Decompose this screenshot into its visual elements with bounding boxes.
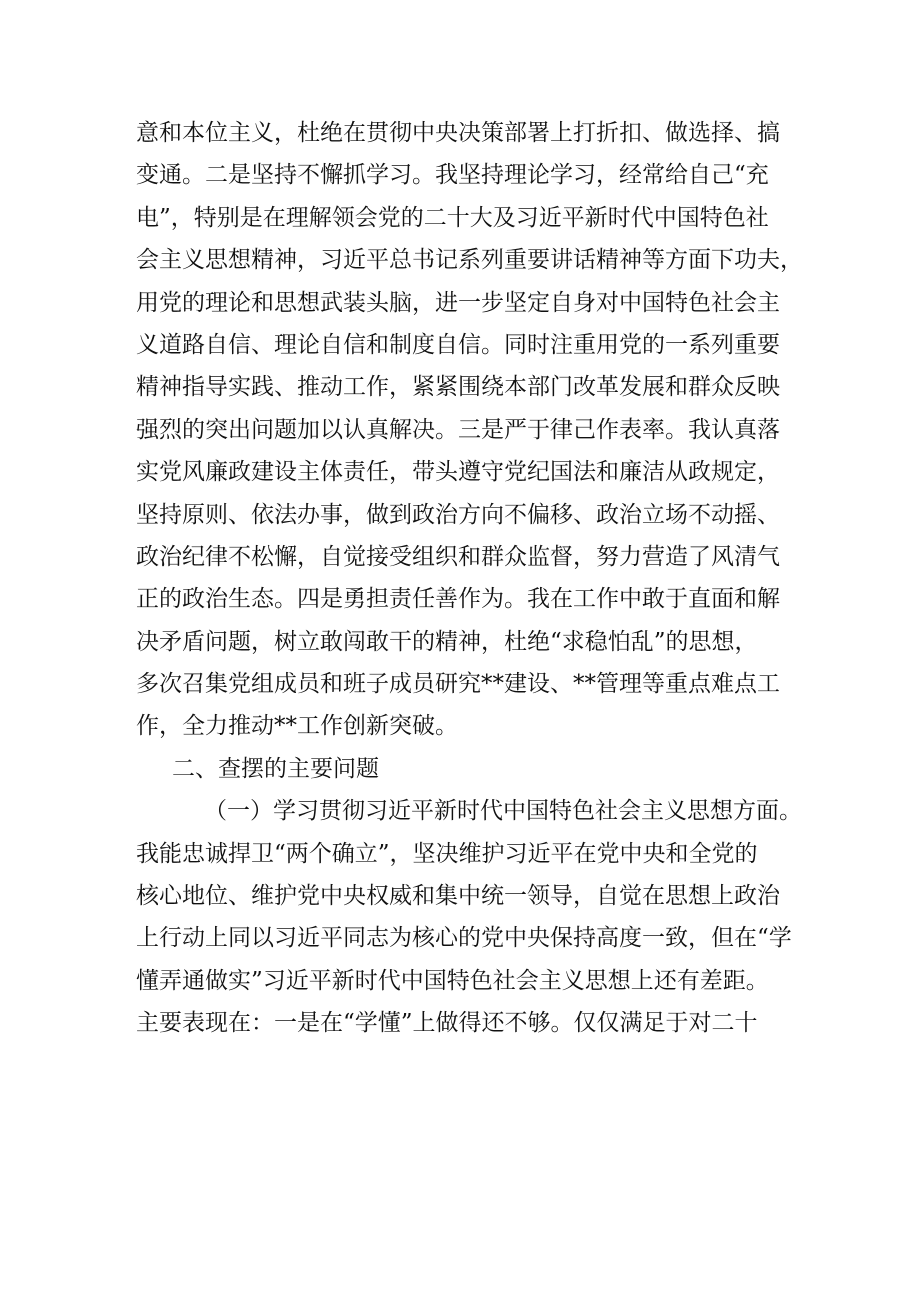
body-line: 政治纪律不松懈，自觉接受组织和群众监督，努力营造了风清气 xyxy=(136,543,780,570)
body-line: 上行动上同以习近平同志为核心的党中央保持高度一致，但在“学 xyxy=(136,925,792,952)
body-line: 用党的理论和思想武装头脑，进一步坚定自身对中国特色社会主 xyxy=(136,289,780,316)
body-line: 作，全力推动**工作创新突破。 xyxy=(136,713,458,740)
body-line: 电”，特别是在理解领会党的二十大及习近平新时代中国特色社 xyxy=(136,204,769,231)
body-line: 主要表现在：一是在“学懂”上做得还不够。仅仅满足于对二十 xyxy=(136,1010,758,1037)
body-line: 懂弄通做实”习近平新时代中国特色社会主义思想上还有差距。 xyxy=(136,967,769,994)
body-line: 坚持原则、依法办事，做到政治方向不偏移、政治立场不动摇、 xyxy=(136,501,780,528)
body-line: 我能忠诚捍卫“两个确立”，坚决维护习近平在党中央和全党的 xyxy=(136,840,758,867)
body-line: 实党风廉政建设主体责任，带头遵守党纪国法和廉洁从政规定， xyxy=(136,459,780,486)
body-line: 义道路自信、理论自信和制度自信。同时注重用党的一系列重要 xyxy=(136,331,780,358)
section-heading: 二、查摆的主要问题 xyxy=(172,755,379,782)
body-line: 多次召集党组成员和班子成员研究**建设、**管理等重点难点工 xyxy=(136,671,780,698)
body-line: 正的政治生态。四是勇担责任善作为。我在工作中敢于直面和解 xyxy=(136,586,780,613)
subsection-heading: （一）学习贯彻习近平新时代中国特色社会主义思想方面。 xyxy=(204,798,802,825)
body-line: 意和本位主义，杜绝在贯彻中央决策部署上打折扣、做选择、搞 xyxy=(136,120,780,146)
body-line: 核心地位、维护党中央权威和集中统一领导，自觉在思想上政治 xyxy=(136,883,780,910)
body-line: 精神指导实践、推动工作，紧紧围绕本部门改革发展和群众反映 xyxy=(136,374,780,401)
document-body xyxy=(136,112,816,1045)
body-line: 会主义思想精神，习近平总书记系列重要讲话精神等方面下功夫， xyxy=(136,247,803,274)
body-line: 强烈的突出问题加以认真解决。三是严于律己作表率。我认真落 xyxy=(136,416,780,443)
body-line: 决矛盾问题，树立敢闯敢干的精神，杜绝“求稳怕乱”的思想， xyxy=(136,628,758,655)
body-line: 变通。二是坚持不懈抓学习。我坚持理论学习，经常给自己“充 xyxy=(136,162,769,189)
